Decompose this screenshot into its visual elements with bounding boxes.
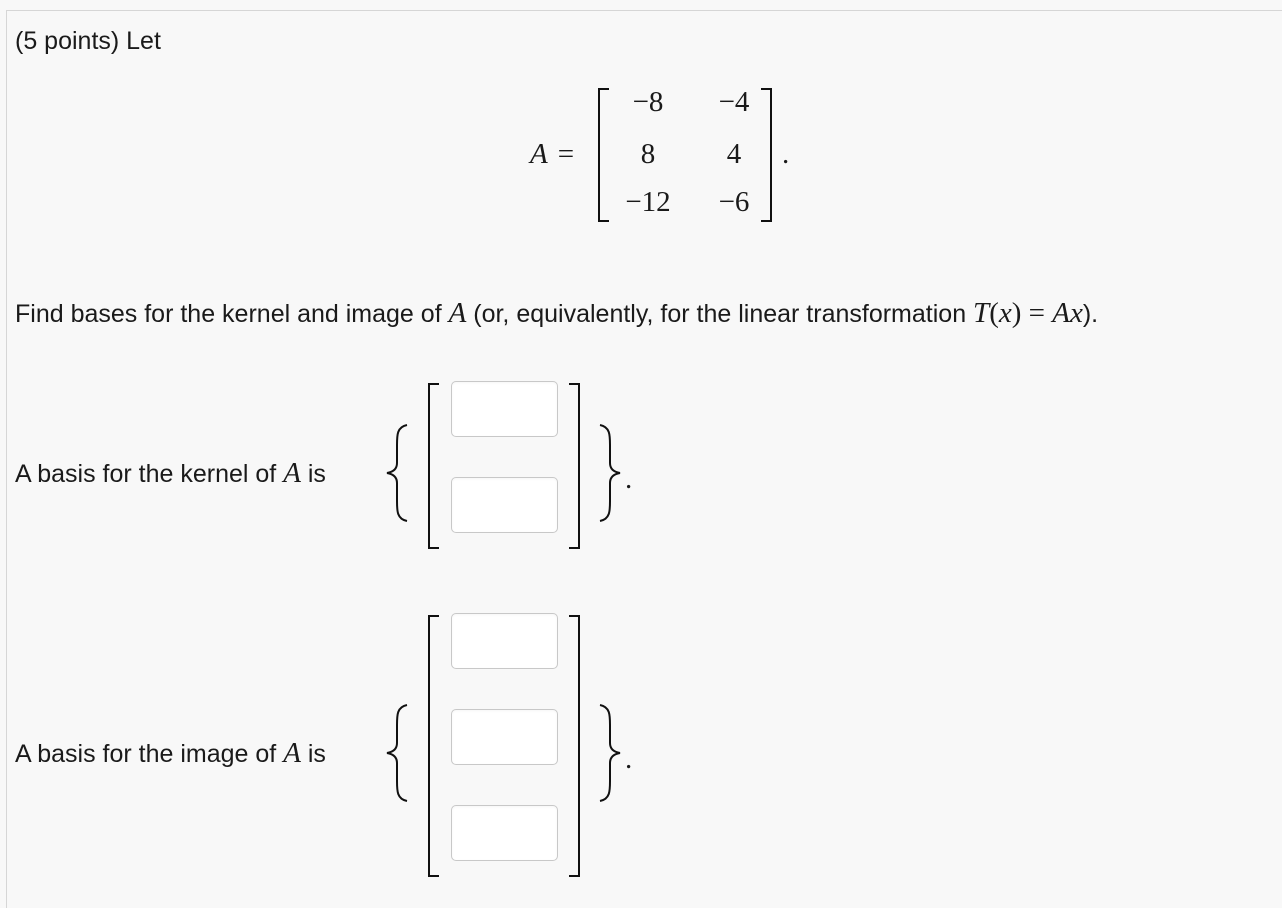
kernel-entry-1-box xyxy=(451,381,558,437)
matrix-cell: 4 xyxy=(726,138,742,170)
image-label: A basis for the image of A is xyxy=(15,737,326,769)
image-bracket-right xyxy=(568,615,582,878)
matrix-cell: −4 xyxy=(718,86,750,118)
image-entry-1-input[interactable] xyxy=(452,614,557,668)
kernel-entry-2-box xyxy=(451,477,558,533)
image-bracket-left xyxy=(427,615,441,878)
image-entry-3-input[interactable] xyxy=(452,806,557,860)
kernel-period: . xyxy=(625,463,633,495)
kernel-label: A basis for the kernel of A is xyxy=(15,457,326,489)
kernel-bracket-right xyxy=(568,383,582,550)
kernel-entry-1-input[interactable] xyxy=(452,382,557,436)
image-entry-2-box xyxy=(451,709,558,765)
image-entry-2-input[interactable] xyxy=(452,710,557,764)
image-period: . xyxy=(625,743,633,775)
question-text: Find bases for the kernel and image of A (or, equivalently, for the linear transformation T(x) = Ax). xyxy=(15,297,1099,329)
problem-intro: (5 points) Let xyxy=(15,27,161,55)
matrix-cell: −12 xyxy=(625,186,671,218)
image-entry-1-box xyxy=(451,613,558,669)
image-brace-left xyxy=(383,703,413,803)
matrix-period: . xyxy=(782,138,790,170)
kernel-brace-left xyxy=(383,423,413,523)
matrix-cell: 8 xyxy=(640,138,656,170)
image-entry-3-box xyxy=(451,805,558,861)
kernel-brace-right xyxy=(594,423,624,523)
matrix-label: A = xyxy=(530,138,575,170)
matrix-cell: −8 xyxy=(632,86,664,118)
kernel-entry-2-input[interactable] xyxy=(452,478,557,532)
matrix-cell: −6 xyxy=(718,186,750,218)
kernel-bracket-left xyxy=(427,383,441,550)
image-brace-right xyxy=(594,703,624,803)
